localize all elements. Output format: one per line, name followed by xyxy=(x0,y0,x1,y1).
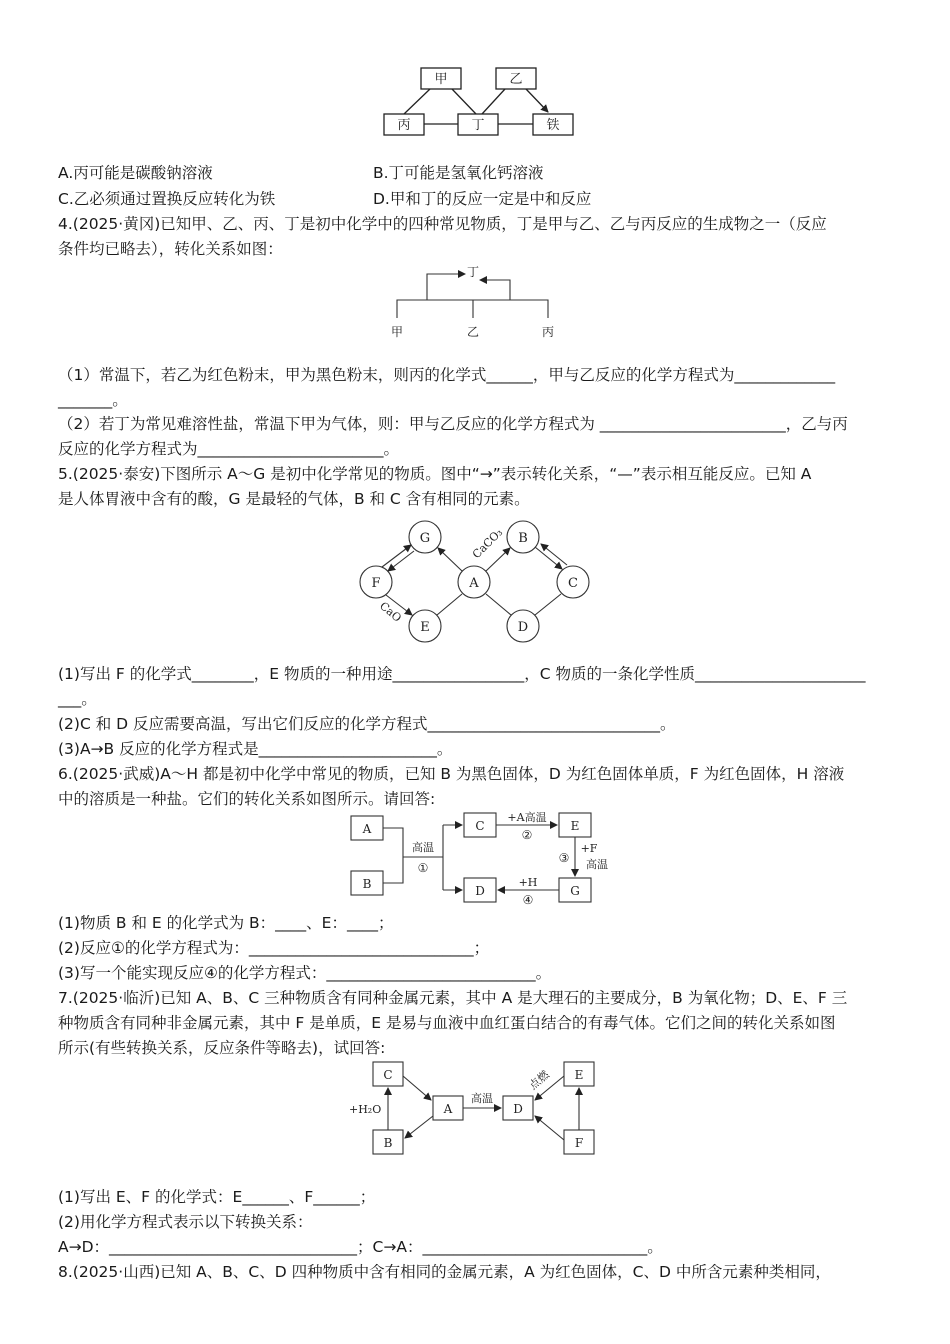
q7-sub3: A→D：________________________________；C→A：_____________________________。 xyxy=(58,1238,663,1256)
q5-stem-line1: 5.(2025·泰安)下图所示 A～G 是初中化学常见的物质。图中“→”表示转化关系，“—”表示相互能反应。已知 A xyxy=(58,465,812,483)
q3-diagram xyxy=(380,62,576,138)
q5-sub2: (2)C 和 D 反应需要高温，写出它们反应的化学方程式______________________________。 xyxy=(58,715,676,733)
fig3-yi: 乙 xyxy=(509,72,523,87)
fig3-jia: 甲 xyxy=(434,72,448,87)
fig7-dianran: 点燃 xyxy=(526,1068,552,1093)
fig5-a: A xyxy=(469,576,479,591)
fig7-a: A xyxy=(443,1102,453,1116)
q7-stem-line2: 种物质含有同种非金属元素，其中 F 是单质，E 是易与血液中血红蛋白结合的有毒气体。它们之间的转化关系如图 xyxy=(58,1014,836,1032)
fig5-d: D xyxy=(517,620,529,635)
q7-stem-line1: 7.(2025·临沂)已知 A、B、C 三种物质含有同种金属元素，其中 A 是大理石的主要成分，B 为氧化物；D、E、F 三 xyxy=(58,989,848,1007)
q5-sub1-line2: ___。 xyxy=(58,690,97,708)
q4-part2-line1: （2）若丁为常见难溶性盐，常温下甲为气体，则：甲与乙反应的化学方程式为 ________________________，乙与丙 xyxy=(58,415,848,433)
fig7-c: C xyxy=(383,1068,393,1082)
fig4-yi: 乙 xyxy=(466,325,480,339)
q6-sub2: (2)反应①的化学方程式为：_____________________________； xyxy=(58,939,490,957)
fig7-b: B xyxy=(383,1136,393,1150)
q3-option-d: D.甲和丁的反应一定是中和反应 xyxy=(373,190,592,208)
q4-diagram xyxy=(385,260,560,342)
q4-stem-line1: 4.(2025·黄冈)已知甲、乙、丙、丁是初中化学中的四种常见物质，丁是甲与乙、乙与丙反应的生成物之一（反应 xyxy=(58,215,827,233)
q8-stem-line1: 8.(2025·山西)已知 A、B、C、D 四种物质中含有相同的金属元素，A 为红色固体，C、D 中所含元素种类相同， xyxy=(58,1263,831,1281)
fig5-g: G xyxy=(419,531,431,546)
q5-sub3: (3)A→B 反应的化学方程式是_______________________。 xyxy=(58,740,453,758)
fig6-plus-h: +H xyxy=(518,876,538,889)
fig7-d: D xyxy=(513,1102,523,1116)
fig6-b: B xyxy=(362,877,372,891)
fig7-f: F xyxy=(574,1136,584,1150)
q3-option-c: C.乙必须通过置换反应转化为铁 xyxy=(58,190,276,208)
q7-stem-line3: 所示(有些转换关系，反应条件等略去)，试回答: xyxy=(58,1039,386,1057)
fig6-n2: ② xyxy=(521,828,533,842)
fig3-ding: 丁 xyxy=(471,118,485,133)
fig4-bing: 丙 xyxy=(541,325,555,339)
fig4-ding: 丁 xyxy=(466,265,480,279)
fig4-jia: 甲 xyxy=(390,325,404,339)
fig3-bing: 丙 xyxy=(397,118,411,133)
fig6-n4: ④ xyxy=(522,893,534,907)
fig7-h2o: +H₂O xyxy=(349,1103,382,1116)
fig5-c: C xyxy=(568,576,578,591)
fig6-g: G xyxy=(570,884,580,898)
q7-sub2: (2)用化学方程式表示以下转换关系： xyxy=(58,1213,313,1231)
fig6-a: A xyxy=(362,822,372,836)
q4-stem-line2: 条件均已略去），转化关系如图： xyxy=(58,240,283,258)
fig6-d: D xyxy=(475,884,485,898)
fig6-gaowen: 高温 xyxy=(412,841,434,854)
fig5-b: B xyxy=(518,531,528,546)
fig7-gaowen: 高温 xyxy=(471,1092,493,1105)
fig5-f: F xyxy=(371,576,381,591)
q6-stem-line1: 6.(2025·武威)A～H 都是初中化学中常见的物质，已知 B 为黑色固体，D 为红色固体单质，F 为红色固体，H 溶液 xyxy=(58,765,845,783)
fig6-gaowen2: 高温 xyxy=(586,858,608,871)
q4-part1-line2: _______。 xyxy=(58,391,128,409)
q6-stem-line2: 中的溶质是一种盐。它们的转化关系如图所示。请回答: xyxy=(58,790,436,808)
q6-sub3: (3)写一个能实现反应④的化学方程式：___________________________。 xyxy=(58,964,552,982)
fig6-e: E xyxy=(570,819,580,833)
fig5-e: E xyxy=(420,620,430,635)
fig5-caco3-label: CaCO₃ xyxy=(469,525,506,562)
fig5-cao-label: CaO xyxy=(377,599,404,625)
q3-option-b: B.丁可能是氢氧化钙溶液 xyxy=(373,164,544,182)
fig6-n3: ③ xyxy=(558,851,570,865)
q5-sub1-line1: (1)写出 F 的化学式________，E 物质的一种用途_________________，C 物质的一条化学性质______________________ xyxy=(58,665,866,683)
q3-option-a: A.丙可能是碳酸钠溶液 xyxy=(58,164,213,182)
q6-diagram xyxy=(345,810,615,908)
q4-part2-line2: 反应的化学方程式为________________________。 xyxy=(58,440,400,458)
q4-part1-line1: （1）常温下，若乙为红色粉末，甲为黑色粉末，则丙的化学式______，甲与乙反应的化学方程式为_____________ xyxy=(58,366,836,384)
fig6-n1: ① xyxy=(417,861,429,875)
q5-diagram xyxy=(355,515,595,645)
q7-diagram xyxy=(345,1058,605,1158)
q6-sub1: (1)物质 B 和 E 的化学式为 B：____、E：____； xyxy=(58,914,394,932)
fig3-tie: 铁 xyxy=(546,118,560,133)
q5-stem-line2: 是人体胃液中含有的酸，G 是最轻的气体，B 和 C 含有相同的元素。 xyxy=(58,490,530,508)
fig6-c: C xyxy=(475,819,485,833)
fig7-e: E xyxy=(574,1068,584,1082)
q7-sub1: (1)写出 E、F 的化学式：E______、F______； xyxy=(58,1188,376,1206)
fig6-plus-a: +A高温 xyxy=(507,811,547,824)
fig6-plus-f: +F xyxy=(580,842,598,855)
